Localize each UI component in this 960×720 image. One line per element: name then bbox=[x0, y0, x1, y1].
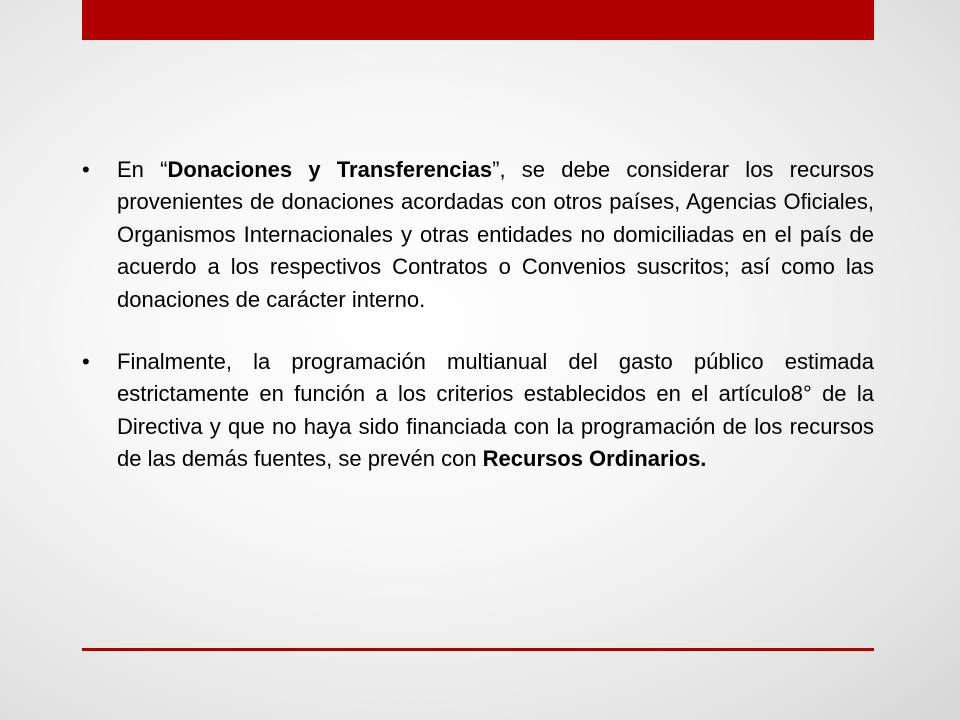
top-accent-bar bbox=[82, 0, 874, 40]
text-run: ”, se debe considerar los recursos provenientes de donaciones acordadas con otros países, Agencias Oficiales, Organismos Internacionales y otras entidades no domiciliadas en el país de acuerdo a los respectivos Contratos o Convenios suscritos; así como las donaciones de carácter interno. bbox=[117, 157, 874, 312]
bullet-item-finalmente bbox=[82, 346, 874, 476]
bullet-item-donaciones bbox=[82, 154, 874, 316]
text-run: En “ bbox=[117, 157, 168, 182]
text-run: Finalmente, la programación multianual del gasto público estimada estrictamente en función a los criterios establecidos en el artículo8° de la Directiva y que no haya sido financiada con la programación de los recursos de las demás fuentes, se prevén con bbox=[117, 349, 874, 472]
bottom-accent-rule bbox=[82, 648, 874, 651]
bullet-marker: • bbox=[82, 349, 90, 375]
bullet-text bbox=[117, 346, 874, 476]
bullet-marker: • bbox=[82, 157, 90, 182]
bold-term: Recursos Ordinarios. bbox=[482, 446, 707, 472]
slide-body bbox=[82, 154, 874, 506]
bold-term: Donaciones y Transferencias bbox=[167, 157, 493, 182]
bullet-text bbox=[117, 154, 874, 316]
